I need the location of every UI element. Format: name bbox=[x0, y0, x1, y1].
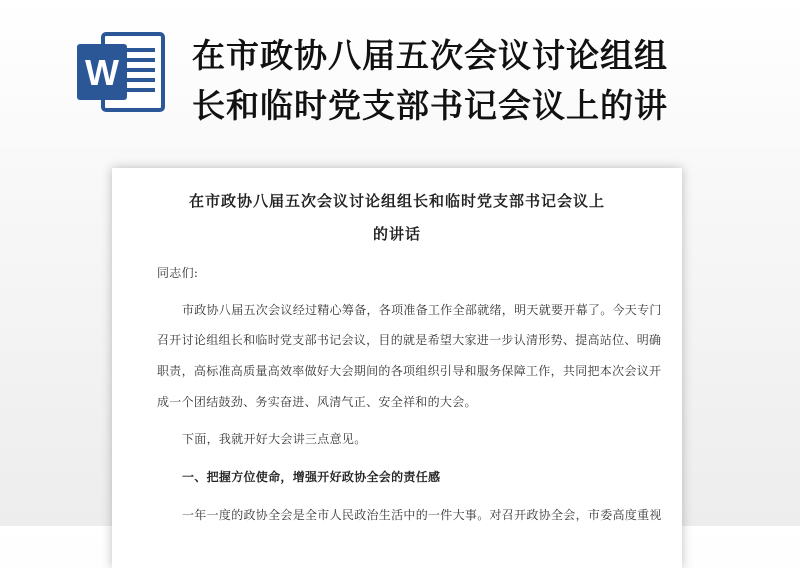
paragraph-line: 一年一度的政协全会是全市人民政治生活中的一件大事。对召开政协全会，市委高度重视 bbox=[182, 508, 662, 522]
paragraph-line: 成一个团结鼓劲、务实奋进、风清气正、安全祥和的大会。 bbox=[157, 395, 477, 409]
paragraph-line: 下面，我就开好大会讲三点意见。 bbox=[182, 432, 367, 446]
paragraph-line: 市政协八届五次会议经过精心筹备，各项准备工作全部就绪，明天就要开幕了。今天专门 bbox=[182, 303, 662, 317]
word-document-icon bbox=[75, 30, 167, 114]
header bbox=[0, 0, 800, 150]
section-heading: 一、把握方位使命，增强开好政协全会的责任感 bbox=[182, 470, 441, 484]
paragraph-line: 召开讨论组组长和临时党支部书记会议，目的就是希望大家进一步认清形势、提高站位、明确 bbox=[157, 333, 662, 347]
page-title-line-2: 长和临时党支部书记会议上的讲 bbox=[192, 86, 668, 125]
document-title-line-2: 的讲话 bbox=[372, 225, 421, 243]
page-title-line-1: 在市政协八届五次会议讨论组组 bbox=[192, 36, 668, 75]
document-page bbox=[112, 168, 682, 568]
salutation: 同志们: bbox=[157, 266, 199, 280]
document-title-line-1: 在市政协八届五次会议讨论组组长和临时党支部书记会议上 bbox=[188, 192, 605, 210]
logo-letter: W bbox=[85, 52, 119, 93]
paragraph-line: 职责，高标准高质量高效率做好大会期间的各项组织引导和服务保障工作，共同把本次会议开 bbox=[157, 364, 662, 378]
